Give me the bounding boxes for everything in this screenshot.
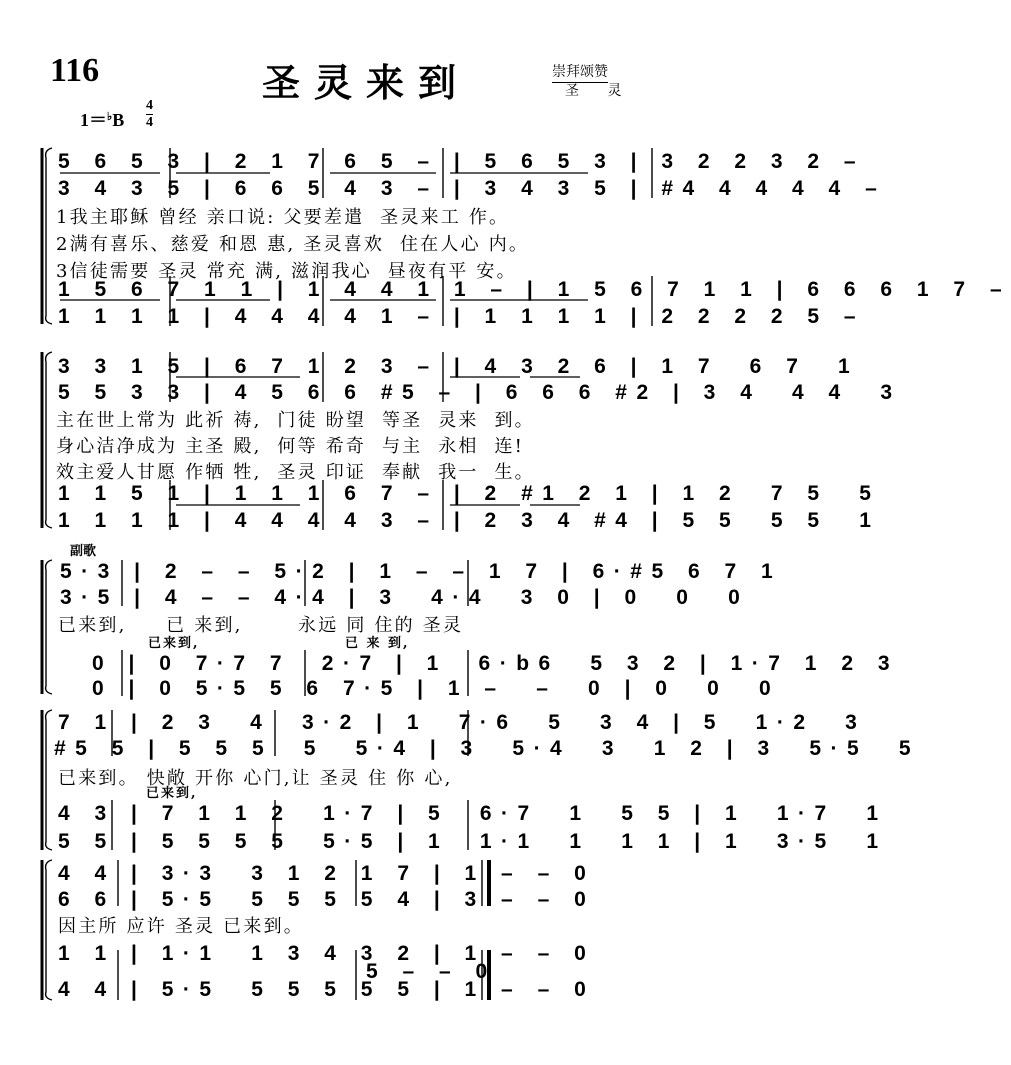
system2-alto: 5 5 3 3 | 4 5 6 6 #5 – | 6 6 6 #2 | 3 4 4 4 3 <box>58 381 902 404</box>
system2-brace <box>46 352 52 528</box>
system3-echo-1: 已来到, <box>148 636 200 651</box>
system4-tenor: 4 3 | 7 1 1 2 1·7 | 5 6·7 1 5 5 | 1 1·7 1 <box>58 802 888 825</box>
system3-alto: 3·5 | 4 – – 4·4 | 3 4·4 3 0 | 0 0 0 <box>60 586 750 609</box>
flat-sign: ♭ <box>107 111 113 123</box>
system5-tenor: 1 1 | 1·1 1 3 4 3 2 | 1 – – 0 <box>58 942 596 965</box>
hymn-number: 116 <box>50 52 100 89</box>
system1-brace <box>46 148 52 324</box>
system5-lyric: 因主所 应许 圣灵 已来到。 <box>58 916 304 937</box>
refrain-label: 副歌 <box>70 544 97 559</box>
system3-tenor: 0 | 0 7·7 7 2·7 | 1 6·b6 5 3 2 | 1·7 1 2 3 <box>92 652 900 675</box>
meter-bottom: 4 <box>146 115 153 130</box>
system1-soprano: 5 6 5 3 | 2 1 7 6 5 – | 5 6 5 3 | 3 2 2 3 2 – <box>58 150 866 173</box>
system3-lyric: 已来到, 已 来到, 永远 同 住的 圣灵 <box>58 615 464 636</box>
system1-verse-1: 1我主耶稣 曾经 亲口说: 父要差遣 圣灵来工 作。 <box>56 207 510 228</box>
meter-top: 4 <box>146 98 153 113</box>
system1-verse-2: 2满有喜乐、慈爱 和恩 惠, 圣灵喜欢 住在人心 内。 <box>56 234 530 255</box>
system2-tenor: 1 1 5 1 | 1 1 1 6 7 – | 2 #1 2 1 | 1 2 7 5 5 <box>58 482 881 505</box>
system2-verse-1: 主在世上常为 此祈 祷, 门徒 盼望 等圣 灵来 到。 <box>56 410 535 431</box>
system1-alto: 3 4 3 5 | 6 6 5 4 3 – | 3 4 3 5 | #4 4 4 4 4 – <box>58 177 887 200</box>
system3-echo-2: 已 来 到, <box>345 636 410 651</box>
system5-tenor-lower: 5 – – 0 <box>366 960 497 983</box>
system2-verse-3: 效主爱人甘愿 作牺 牲, 圣灵 印证 奉献 我一 生。 <box>56 462 535 483</box>
system4-lyric: 已来到。 快敞 开你 心门,让 圣灵 住 你 心, <box>58 768 453 789</box>
system2-soprano: 3 3 1 5 | 6 7 1 2 3 – | 4 3 2 6 | 1 7 6 7 1 <box>58 355 860 378</box>
subcategory-label: 圣 灵 <box>565 83 622 99</box>
system2-verse-2: 身心洁净成为 主圣 殿, 何等 希奇 与主 永相 连! <box>56 436 525 457</box>
system5-bass: 4 4 | 5·5 5 5 5 5 5 | 1 – – 0 <box>58 978 596 1001</box>
system3-soprano: 5·3 | 2 – – 5·2 | 1 – – 1 7 | 6·#5 6 7 1 <box>60 560 783 583</box>
category-label: 崇拜颂赞 <box>552 62 608 83</box>
system2-bass: 1 1 1 1 | 4 4 4 4 3 – | 2 3 4 #4 | 5 5 5 5 1 <box>58 509 881 532</box>
system5-soprano: 4 4 | 3·3 3 1 2 1 7 | 1 – – 0 <box>58 862 596 885</box>
system4-brace <box>46 710 52 850</box>
system5-brace <box>46 860 52 1000</box>
system5-alto: 6 6 | 5·5 5 5 5 5 4 | 3 – – 0 <box>58 888 596 911</box>
key-note: B <box>112 110 125 130</box>
system3-bass: 0 | 0 5·5 5 6 7·5 | 1 – – 0 | 0 0 0 <box>92 677 781 700</box>
system3-brace <box>46 560 52 694</box>
system1-verse-3: 3信徒需要 圣灵 常充 满, 滋润我心 昼夜有平 安。 <box>56 261 517 282</box>
system4-bass: 5 5 | 5 5 5 5 5·5 | 1 1·1 1 1 1 | 1 3·5 1 <box>58 830 888 853</box>
hymn-title: 圣灵来到 <box>262 60 471 105</box>
system4-echo: 已来到, <box>146 786 198 801</box>
system4-alto: #5 5 | 5 5 5 5 5·4 | 3 5·4 3 1 2 | 3 5·5 5 <box>54 737 921 760</box>
system4-soprano: 7 1 | 2 3 4 3·2 | 1 7·6 5 3 4 | 5 1·2 3 <box>58 711 867 734</box>
system1-tenor: 1 5 6 7 1 1 | 1 4 4 1 1 – | 1 5 6 7 1 1 | 6 6 6 1 7 – <box>58 278 1011 301</box>
key-prefix: 1＝ <box>80 110 107 130</box>
system1-bass: 1 1 1 1 | 4 4 4 4 1 – | 1 1 1 1 | 2 2 2 2 5 – <box>58 305 866 328</box>
